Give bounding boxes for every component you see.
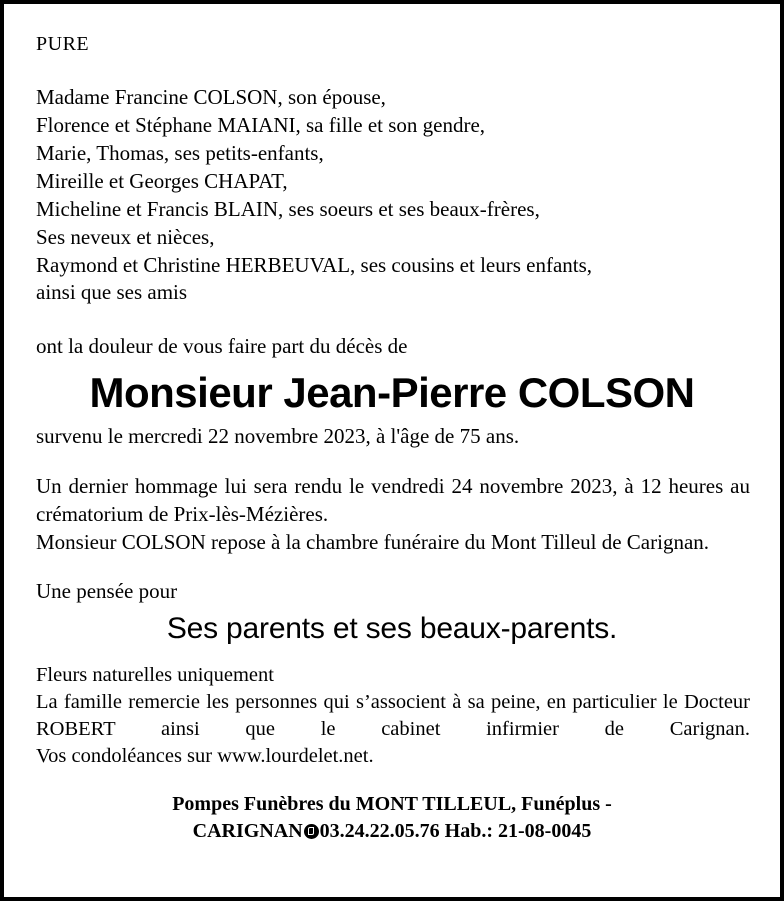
list-item: Mireille et Georges CHAPAT, [36,168,288,193]
family-list [36,84,750,307]
announcement-text: ont la douleur de vous faire part du décès de [36,334,408,359]
condolences-note: Vos condoléances sur www.lourdelet.net. [36,745,374,768]
death-date-age: survenu le mercredi 22 novembre 2023, à l'âge de 75 ans. [36,423,520,448]
funeral-home-phone: 03.24.22.05.76 [319,819,440,842]
funeral-home-name: Pompes Funèbres du MONT TILLEUL, Funéplus - [172,792,612,815]
list-item: Florence et Stéphane MAIANI, sa fille et son gendre, [36,112,486,137]
funeral-home-license: Hab.: 21-08-0045 [444,819,592,842]
funeral-home-contact [52,818,732,845]
funeral-home-footer [52,791,732,845]
closing-notes [36,662,750,771]
flowers-note: Fleurs naturelles uniquement [36,663,274,686]
list-item: Micheline et Francis BLAIN, ses soeurs et ses beaux-frères, [36,196,540,221]
list-item: Ses neveux et nièces, [36,224,215,249]
ceremony-line: Monsieur COLSON repose à la chambre funéraire du Mont Tilleul de Carignan. [36,530,710,555]
location-header: PURE [36,33,90,55]
thought-target: Ses parents et ses beaux-parents. [166,611,618,645]
thought-intro: Une pensée pour [36,579,178,604]
list-item: Madame Francine COLSON, son épouse, [36,85,386,109]
thanks-note: La famille remercie les personnes qui s’associent à sa peine, en particulier le Docteur ROBERT ainsi que le cabinet infirmier de Carignan. [36,690,750,741]
ceremony-line: Un dernier hommage lui sera rendu le vendredi 24 novembre 2023, à 12 heures au crématorium de Prix-lès-Mézières. [36,473,750,527]
funeral-home-city: CARIGNAN [192,819,303,842]
list-item: Raymond et Christine HERBEUVAL, ses cousins et leurs enfants, [36,252,593,277]
phone-icon [304,824,319,839]
ceremony-details [36,472,750,556]
list-item: ainsi que ses amis [36,280,188,305]
deceased-name: Monsieur Jean-Pierre COLSON [89,368,695,416]
list-item: Marie, Thomas, ses petits-enfants, [36,140,324,165]
